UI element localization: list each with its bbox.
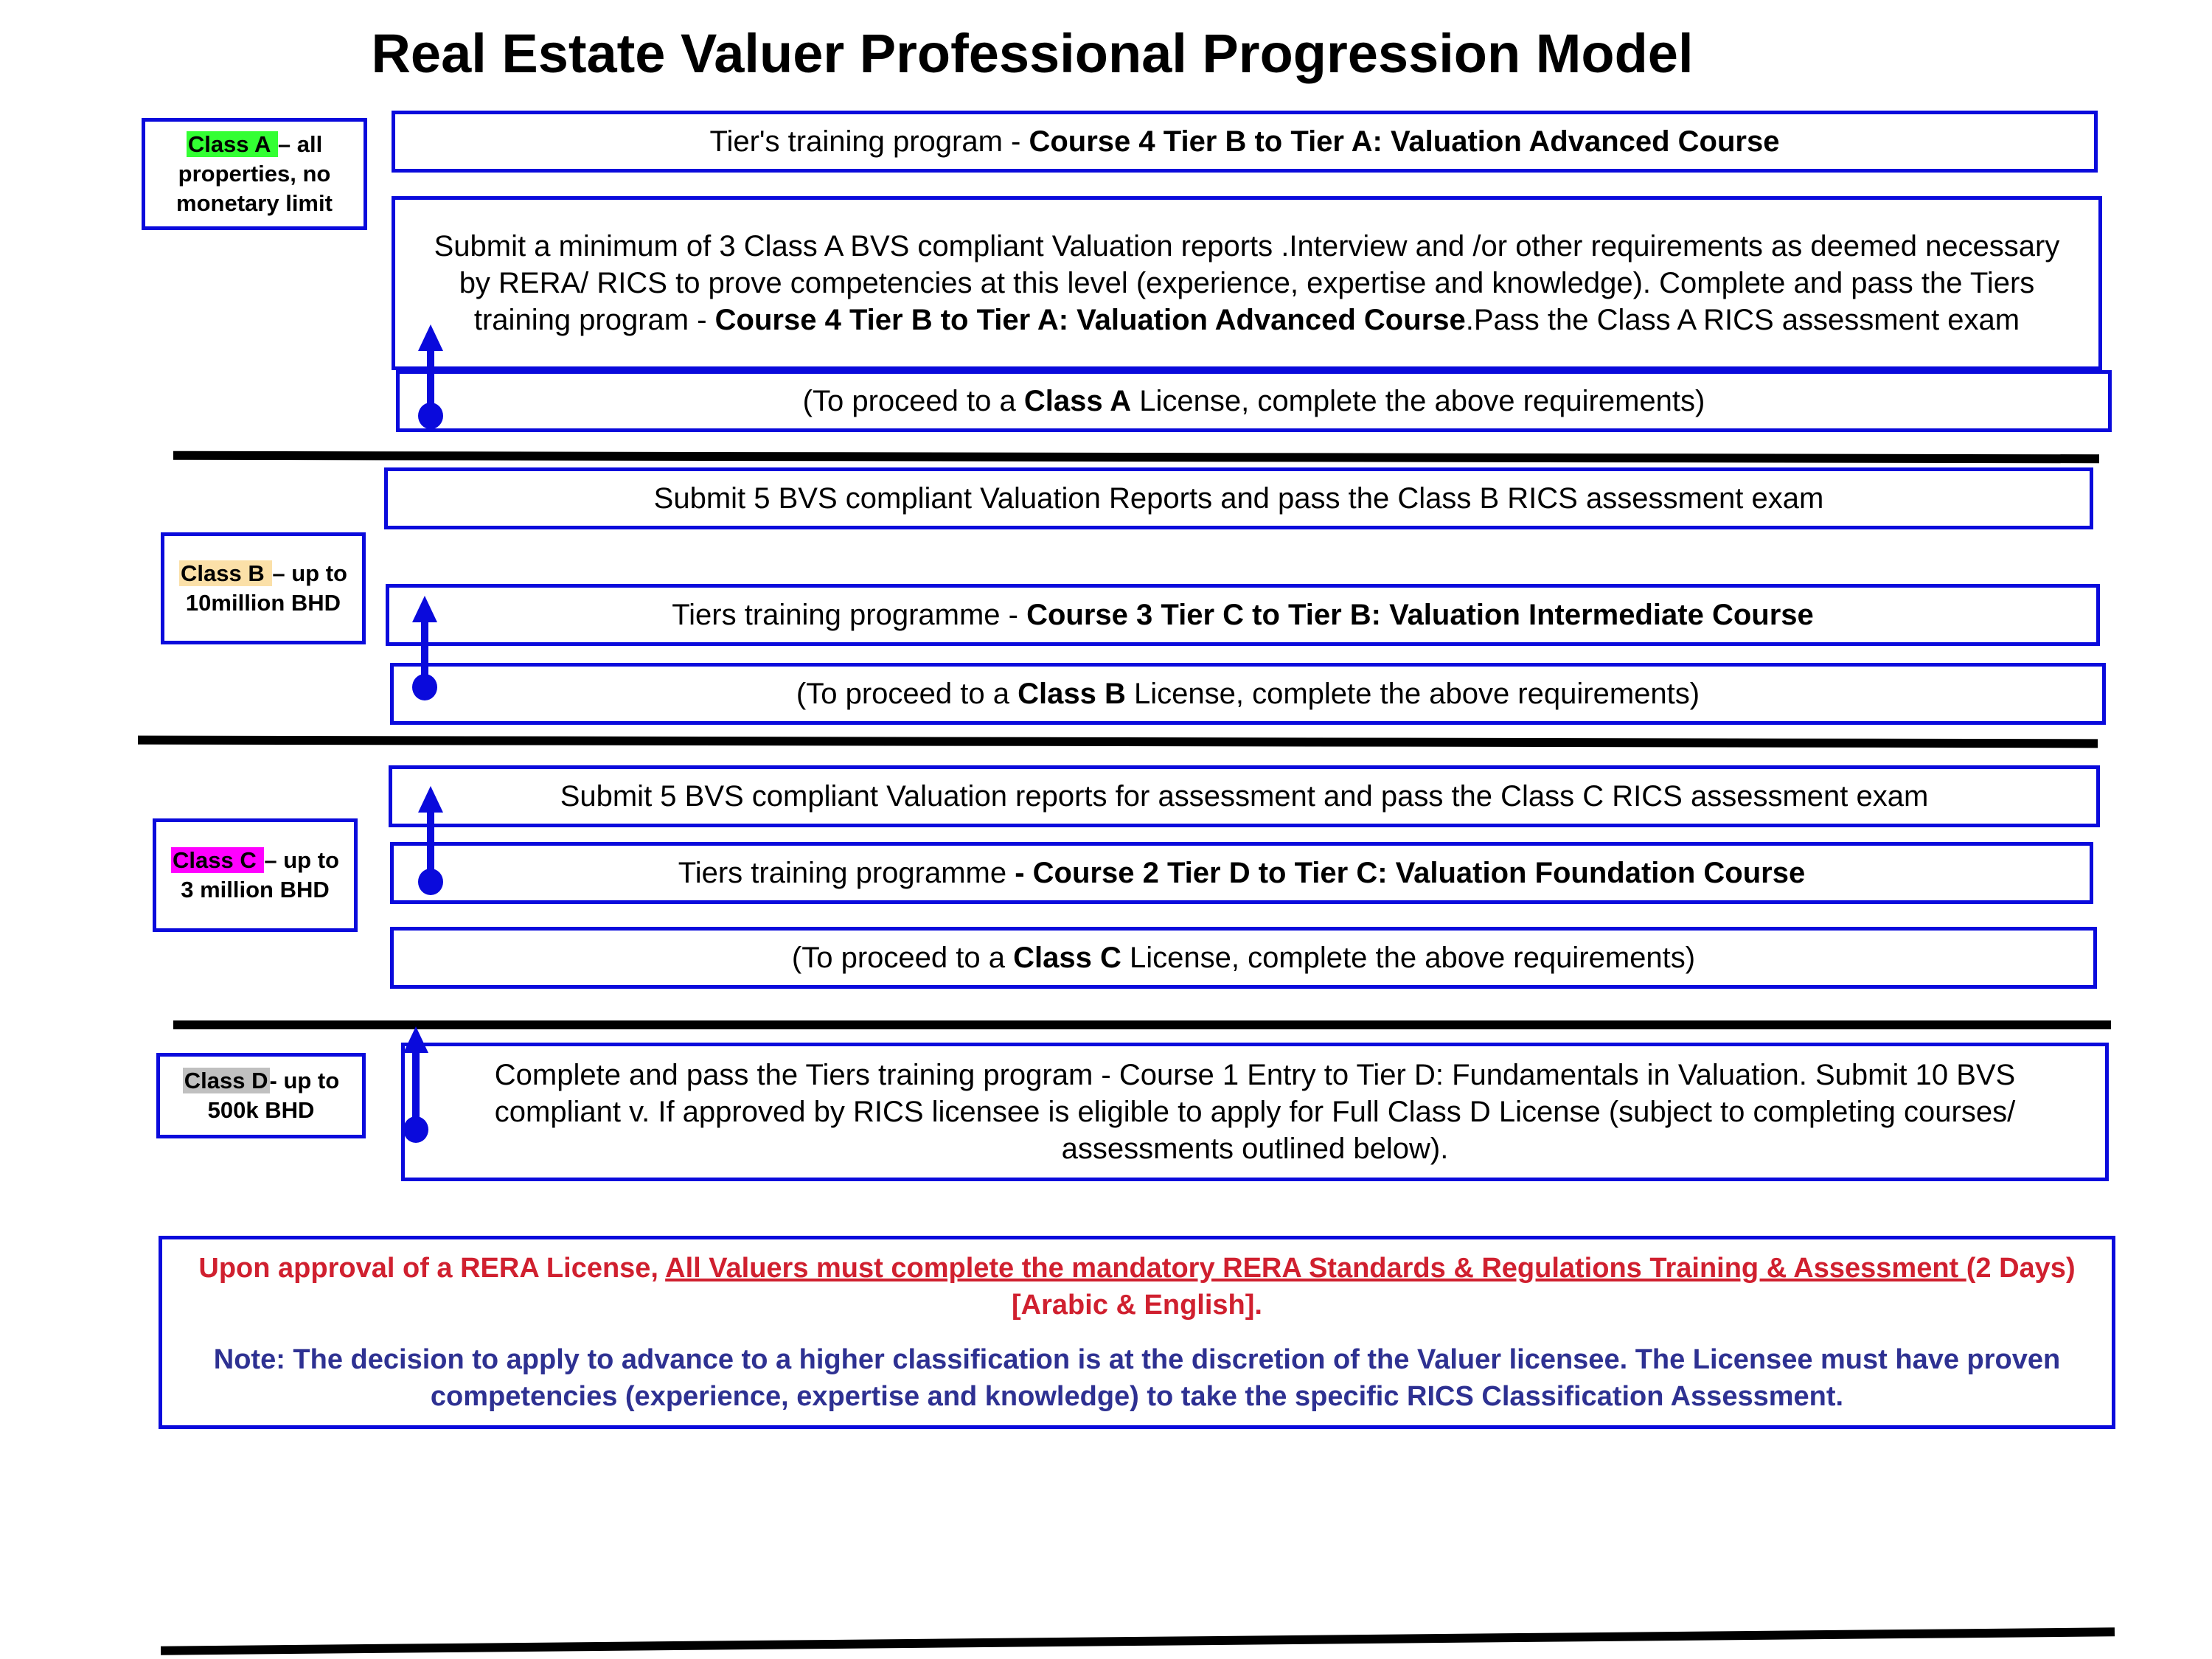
rera-note-box (159, 1236, 2115, 1429)
tier-d-requirements-box (401, 1043, 2109, 1181)
submit-text: Submit 5 BVS compliant Valuation reports for assessment and pass the Class C RICS assessment exam (560, 780, 1929, 813)
tier-a-training-box (392, 111, 2098, 173)
note-prefix: Upon approval of a RERA License, (198, 1253, 666, 1284)
arrow-up-icon (401, 1026, 431, 1143)
class-a-highlight: Class A (187, 131, 276, 157)
class-d-highlight: Class D (184, 1068, 268, 1093)
class-c-highlight: Class C (173, 847, 263, 873)
proceed-prefix: (To proceed to a (796, 678, 1018, 710)
course-name: Course 3 Tier C to Tier B: Valuation Intermediate Course (1026, 599, 1814, 631)
class-a-range: – all properties, no monetary limit (176, 131, 333, 216)
rera-mandatory-note (162, 1250, 2112, 1324)
course-name: Course 4 Tier B to Tier A: Valuation Advanced Course (1029, 125, 1780, 158)
requirements-exam: .Pass the Class A RICS assessment exam (1465, 304, 2020, 336)
class-a-label (142, 118, 367, 230)
course-name: - Course 2 Tier D to Tier C: Valuation Foundation Course (1015, 857, 1806, 889)
divider-c-d (173, 1020, 2111, 1029)
training-prefix: Tier's training program - (709, 125, 1029, 158)
proceed-suffix: License, complete the above requirements) (1125, 678, 1700, 710)
arrow-up-icon (416, 324, 445, 429)
tier-a-requirements-box (392, 196, 2102, 370)
requirements-text: Submit a minimum of 3 Class A BVS compliant Valuation reports .Interview and /or other requirements as deemed necessary by RERA/ RICS to prove competencies at this level (experience, expertise and knowledge). Complete and pass the Tiers training program - (434, 230, 2060, 336)
note-suffix: (2 Days) [Arabic & English]. (1012, 1253, 2076, 1321)
arrow-up-icon (416, 786, 445, 895)
tier-c-submit-box (389, 765, 2100, 827)
tier-c-training-box (390, 842, 2093, 904)
divider-b-c (138, 736, 2098, 748)
tier-b-training-box (386, 584, 2100, 646)
class-b-range: – up to 10million BHD (185, 560, 347, 616)
tier-b-proceed-box (390, 663, 2106, 725)
class-b-highlight: Class B (181, 560, 271, 586)
proceed-class: Class A (1023, 385, 1132, 417)
proceed-prefix: (To proceed to a (802, 385, 1024, 417)
proceed-class: Class B (1018, 678, 1126, 710)
tier-c-proceed-box (390, 927, 2097, 989)
training-prefix: Tiers training programme - (672, 599, 1027, 631)
requirements-text: Complete and pass the Tiers training program - Course 1 Entry to Tier D: Fundamentals in Valuation. Submit 10 BVS compliant v. If approved by RICS licensee is eligible to apply for Full Class D License (subject to completing courses/ assessments outlined below). (494, 1059, 2016, 1165)
submit-text: Submit 5 BVS compliant Valuation Reports and pass the Class B RICS assessment exam (653, 482, 1824, 515)
proceed-suffix: License, complete the above requirements) (1131, 385, 1705, 417)
arrow-up-icon (410, 596, 439, 700)
class-c-label (153, 818, 358, 932)
tier-b-submit-box (384, 467, 2093, 529)
proceed-class: Class C (1013, 942, 1121, 974)
tier-a-proceed-box (396, 370, 2112, 432)
bottom-rule (161, 1627, 2115, 1655)
note-underlined: All Valuers must complete the mandatory RERA Standards & Regulations Training & Assessment (665, 1253, 1966, 1284)
training-prefix: Tiers training programme (678, 857, 1015, 889)
proceed-prefix: (To proceed to a (791, 942, 1014, 974)
course-name: Course 4 Tier B to Tier A: Valuation Advanced Course (714, 304, 1466, 336)
discretion-note: Note: The decision to apply to advance to a higher classification is at the discretion of the Valuer licensee. The Licensee must have proven competencies (experience, expertise and knowledge) to take the specific RICS Classification Assessment. (213, 1344, 2061, 1412)
class-d-label (156, 1053, 366, 1138)
class-b-label (161, 532, 366, 644)
divider-a-b (173, 451, 2099, 464)
class-d-range: - up to 500k BHD (207, 1068, 340, 1123)
class-c-range: – up to 3 million BHD (181, 847, 339, 902)
page-title: Real Estate Valuer Professional Progression Model (371, 23, 1694, 84)
proceed-suffix: License, complete the above requirements) (1121, 942, 1696, 974)
